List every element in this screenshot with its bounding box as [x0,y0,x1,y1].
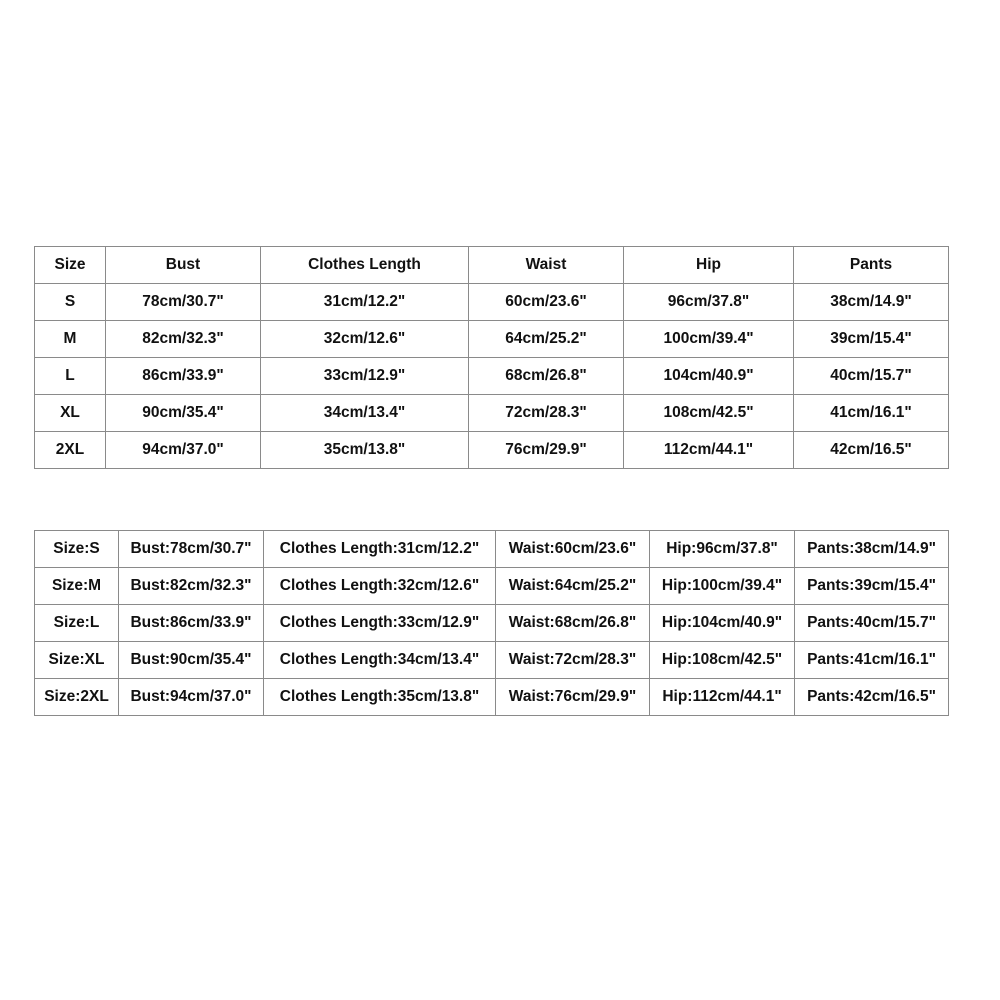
cell-hip: Hip:108cm/42.5" [650,642,795,679]
cell-clothes-length: 32cm/12.6" [261,321,469,358]
cell-bust: Bust:82cm/32.3" [119,568,264,605]
cell-waist: 72cm/28.3" [469,395,624,432]
cell-bust: 86cm/33.9" [106,358,261,395]
cell-clothes-length: Clothes Length:33cm/12.9" [264,605,496,642]
table-row [35,432,949,469]
table-header-row [35,247,949,284]
cell-clothes-length: Clothes Length:31cm/12.2" [264,531,496,568]
cell-waist: Waist:76cm/29.9" [496,679,650,716]
cell-hip: Hip:104cm/40.9" [650,605,795,642]
cell-pants: Pants:41cm/16.1" [795,642,949,679]
table-row [35,642,949,679]
cell-size: L [35,358,106,395]
cell-clothes-length: Clothes Length:34cm/13.4" [264,642,496,679]
cell-hip: Hip:96cm/37.8" [650,531,795,568]
cell-size: Size:M [35,568,119,605]
cell-waist: 76cm/29.9" [469,432,624,469]
cell-clothes-length: Clothes Length:32cm/12.6" [264,568,496,605]
cell-hip: 104cm/40.9" [624,358,794,395]
cell-clothes-length: Clothes Length:35cm/13.8" [264,679,496,716]
cell-waist: Waist:68cm/26.8" [496,605,650,642]
cell-bust: Bust:78cm/30.7" [119,531,264,568]
cell-hip: Hip:112cm/44.1" [650,679,795,716]
header-size: Size [35,247,106,284]
cell-pants: 39cm/15.4" [794,321,949,358]
header-bust: Bust [106,247,261,284]
table-row [35,358,949,395]
header-clothes-length: Clothes Length [261,247,469,284]
cell-waist: Waist:64cm/25.2" [496,568,650,605]
cell-waist: 64cm/25.2" [469,321,624,358]
cell-bust: 90cm/35.4" [106,395,261,432]
header-hip: Hip [624,247,794,284]
table-row [35,395,949,432]
cell-pants: 41cm/16.1" [794,395,949,432]
cell-size: Size:S [35,531,119,568]
cell-size: Size:XL [35,642,119,679]
cell-hip: 112cm/44.1" [624,432,794,469]
cell-waist: 68cm/26.8" [469,358,624,395]
table-row [35,284,949,321]
header-waist: Waist [469,247,624,284]
cell-hip: Hip:100cm/39.4" [650,568,795,605]
cell-hip: 100cm/39.4" [624,321,794,358]
cell-pants: Pants:38cm/14.9" [795,531,949,568]
table-row [35,531,949,568]
cell-waist: 60cm/23.6" [469,284,624,321]
cell-bust: 94cm/37.0" [106,432,261,469]
cell-size: XL [35,395,106,432]
size-chart-table [34,246,949,469]
cell-size: Size:L [35,605,119,642]
cell-size: Size:2XL [35,679,119,716]
cell-size: S [35,284,106,321]
cell-pants: 42cm/16.5" [794,432,949,469]
cell-size: M [35,321,106,358]
table-row [35,679,949,716]
cell-hip: 108cm/42.5" [624,395,794,432]
cell-bust: 78cm/30.7" [106,284,261,321]
cell-size: 2XL [35,432,106,469]
cell-bust: 82cm/32.3" [106,321,261,358]
cell-waist: Waist:72cm/28.3" [496,642,650,679]
cell-pants: 38cm/14.9" [794,284,949,321]
cell-pants: Pants:40cm/15.7" [795,605,949,642]
cell-bust: Bust:86cm/33.9" [119,605,264,642]
cell-clothes-length: 31cm/12.2" [261,284,469,321]
cell-bust: Bust:90cm/35.4" [119,642,264,679]
cell-clothes-length: 35cm/13.8" [261,432,469,469]
cell-pants: Pants:42cm/16.5" [795,679,949,716]
cell-clothes-length: 34cm/13.4" [261,395,469,432]
cell-pants: 40cm/15.7" [794,358,949,395]
cell-waist: Waist:60cm/23.6" [496,531,650,568]
cell-clothes-length: 33cm/12.9" [261,358,469,395]
table-row [35,605,949,642]
table-row [35,321,949,358]
cell-pants: Pants:39cm/15.4" [795,568,949,605]
size-chart-table-inline [34,530,949,716]
table-row [35,568,949,605]
cell-hip: 96cm/37.8" [624,284,794,321]
cell-bust: Bust:94cm/37.0" [119,679,264,716]
header-pants: Pants [794,247,949,284]
